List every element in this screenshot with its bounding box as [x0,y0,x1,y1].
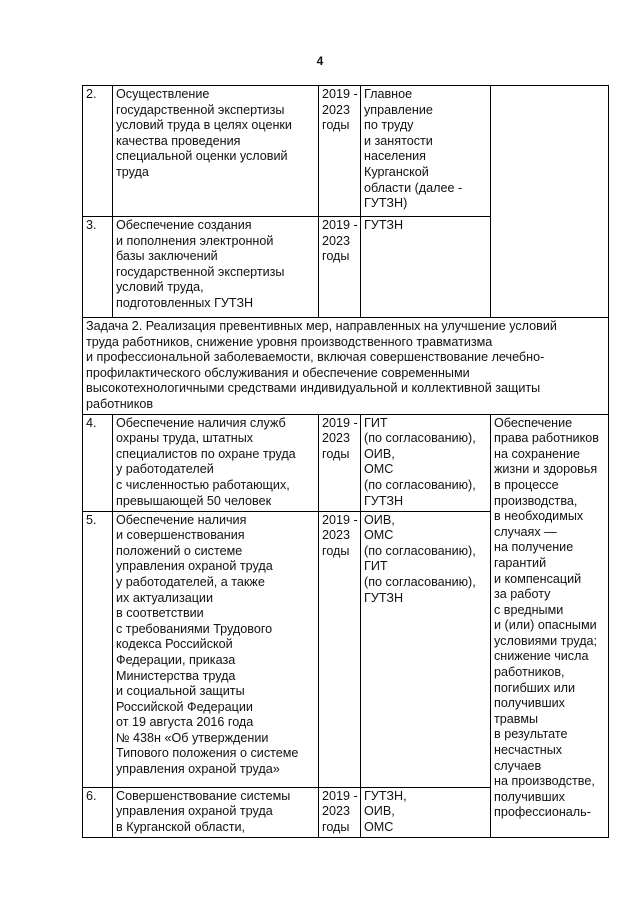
measure-term: 2019 - 2023 годы [319,217,361,318]
measure-name: Обеспечение наличия служб охраны труда, штатных специалистов по охране труда у работодателей с численностью работающих, превышающей 50 человек [113,414,319,511]
table-row [83,414,609,511]
measure-executor: ГУТЗН [361,217,491,318]
measure-name: Обеспечение создания и пополнения электронной базы заключений государственной экспертизы условий труда, подготовленных ГУТЗН [113,217,319,318]
measures-table [82,85,609,838]
measure-result-empty [491,86,609,318]
measure-executor: Главное управление по труду и занятости населения Курганской области (далее - ГУТЗН) [361,86,491,217]
measure-result: Обеспечение права работников на сохранение жизни и здоровья в процессе производства, в необходимых случаях — на получение гарантий и компенсаций за работу с вредными и (или) опасными условиями труда; снижение числа работников, погибших или получивших травмы в результате несчастных случаев на производстве, получивших профессиональ- [491,414,609,837]
measure-term: 2019 - 2023 годы [319,414,361,511]
row-number: 2. [83,86,113,217]
measure-name: Осуществление государственной экспертизы условий труда в целях оценки качества проведения специальной оценки условий труда [113,86,319,217]
row-number: 3. [83,217,113,318]
measure-executor: ОИВ, ОМС (по согласованию), ГИТ (по согласованию), ГУТЗН [361,511,491,787]
table-row [83,86,609,217]
row-number: 6. [83,787,113,837]
row-number: 5. [83,511,113,787]
measure-name: Совершенствование системы управления охраной труда в Курганской области, [113,787,319,837]
measure-executor: ГИТ (по согласованию), ОИВ, ОМС (по согласованию), ГУТЗН [361,414,491,511]
measure-term: 2019 - 2023 годы [319,511,361,787]
measure-executor: ГУТЗН, ОИВ, ОМС [361,787,491,837]
measure-term: 2019 - 2023 годы [319,787,361,837]
task-row [83,318,609,415]
measure-term: 2019 - 2023 годы [319,86,361,217]
row-number: 4. [83,414,113,511]
task-2-heading: Задача 2. Реализация превентивных мер, направленных на улучшение условий труда работников, снижение уровня производственного травматизма и профессиональной заболеваемости, включая совершенствование лечебно- профилактического обслуживания и обеспечение современными высокотехнологичными средствами индивидуальной и коллективной защиты работников [83,318,609,415]
measure-name: Обеспечение наличия и совершенствования положений о системе управления охраной труда у работодателей, а также их актуализации в соответствии с требованиями Трудового кодекса Российской Федерации, приказа Министерства труда и социальной защиты Российской Федерации от 19 августа 2016 года № 438н «Об утверждении Типового положения о системе управления охраной труда» [113,511,319,787]
page-number: 4 [316,54,324,68]
